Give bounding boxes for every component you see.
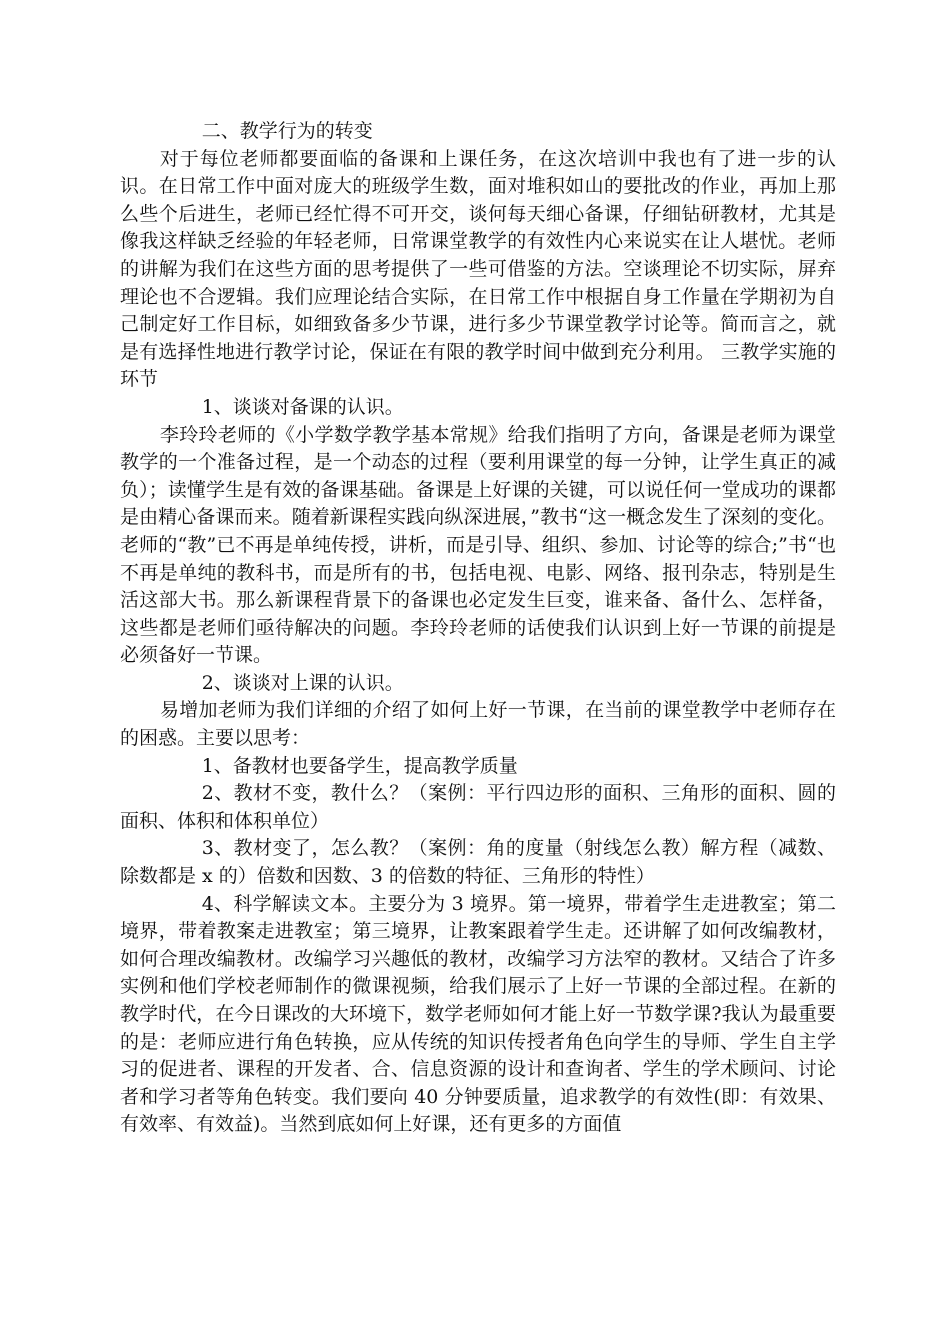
list-item-3: 3、教材变了，怎么教？（案例：角的度量（射线怎么教）解方程（减数、除数都是 x 的）倍数和因数、3 的倍数的特征、三角形的特性）	[120, 837, 836, 888]
document-body	[120, 118, 836, 1139]
list-item-1: 1、备教材也要备学生，提高教学质量	[201, 754, 518, 777]
paragraph-lesson-prep-and-teaching: 对于每位老师都要面临的备课和上课任务，在这次培训中我也有了进一步的认识。在日常工作中面对庞大的班级学生数，面对堆积如山的要批改的作业，再加上那么些个后进生，老师已经忙得不可开交，谈何每天细心备课，仔细钻研教材，尤其是像我这样缺乏经验的年轻老师，日常课堂教学的有效性内心来说实在让人堪忧。老师的讲解为我们在这些方面的思考提供了一些可借鉴的方法。空谈理论不切实际，屏弃理论也不合逻辑。我们应理论结合实际，在日常工作中根据自身工作量在学期初为自己制定好工作目标，如细致备多少节课，进行多少节课堂教学讨论等。简而言之，就是有选择性地进行教学讨论，保证在有限的教学时间中做到充分利用。 三教学实施的环节	[120, 147, 836, 391]
list-item-2: 2、教材不变，教什么？（案例：平行四边形的面积、三角形的面积、圆的面积、体积和体积单位）	[120, 782, 836, 832]
list-item-4: 4、科学解读文本。主要分为 3 境界。第一境界，带着学生走进教室；第二境界，带着教案走进教室；第三境界，让教案跟着学生走。还讲解了如何改编教材，如何合理改编教材。改编学习兴趣低的教材，改编学习方法窄的教材。又结合了许多实例和他们学校老师制作的微课视频，给我们展示了上好一节课的全部过程。在新的教学时代，在今日课改的大环境下，数学老师如何才能上好一节数学课?我认为最重要的是：老师应进行角色转换，应从传统的知识传授者角色向学生的导师、学生自主学习的促进者、课程的开发者、合、信息资源的设计和查询者、学生的学术顾问、讨论者和学习者等角色转变。我们要向 40 分钟要质量，追求教学的有效性(即：有效果、有效率、有效益)。当然到底如何上好课，还有更多的方面值	[120, 892, 836, 1136]
section-heading: 二、教学行为的转变	[201, 120, 373, 142]
paragraph-lesson-prep-understanding: 李玲玲老师的《小学数学教学基本常规》给我们指明了方向，备课是老师为课堂教学的一个准备过程，是一个动态的过程（要利用课堂的每一分钟，让学生真正的减负）；读懂学生是有效的备课基础。备课是上好课的关键，可以说任何一堂成功的课都是由精心备课而来。随着新课程实践向纵深进展，”教书“这一概念发生了深刻的变化。老师的“教”已不再是单纯传授，讲析，而是引导、组织、参加、讨论等的综合;”书“也不再是单纯的教科书，而是所有的书，包括电视、电影、网络、报刊杂志，特别是生活这部大书。那么新课程背景下的备课也必定发生巨变，谁来备、备什么、怎样备，这些都是老师们亟待解决的问题。李玲玲老师的话使我们认识到上好一节课的前提是必须备好一节课。	[120, 423, 836, 667]
subheading-teaching: 2、谈谈对上课的认识。	[201, 671, 404, 694]
subheading-lesson-prep: 1、谈谈对备课的认识。	[201, 395, 404, 418]
paragraph-teaching-intro: 易增加老师为我们详细的介绍了如何上好一节课，在当前的课堂教学中老师存在的困惑。主要以思考：	[120, 699, 836, 750]
